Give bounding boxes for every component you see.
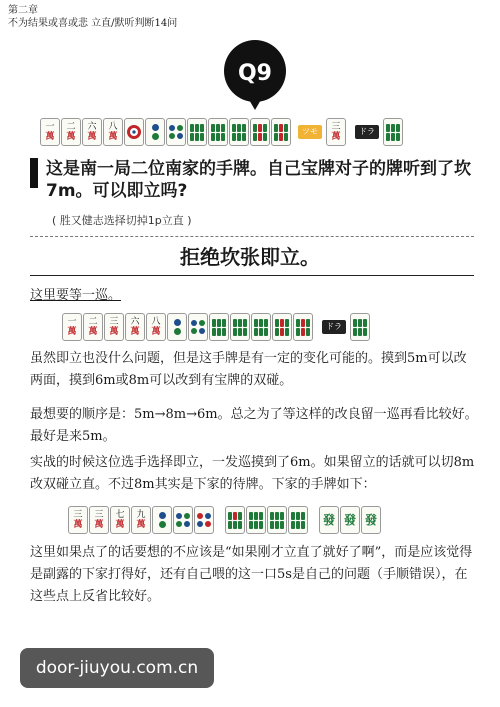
pin-tile [173, 506, 193, 534]
answer-title: 拒绝坎张即立。 [180, 245, 320, 269]
sou-tile [208, 118, 228, 146]
green-dragon-tile: 發 [319, 506, 339, 534]
green-dragon-tile: 發 [340, 506, 360, 534]
watermark: door-jiuyou.com.cn [20, 648, 214, 688]
chapter-label: 第二章 [8, 5, 38, 16]
sou-tile [225, 506, 245, 534]
dora-label: ドラ [355, 125, 379, 139]
pin-tile [194, 506, 214, 534]
man-tile: 三 萬 [68, 506, 88, 534]
man-tile: 六 萬 [125, 313, 145, 341]
sou-tile [272, 313, 292, 341]
divider [30, 236, 474, 237]
sou-tile [267, 506, 287, 534]
man-tile: 一 萬 [62, 313, 82, 341]
hand-top [40, 118, 404, 146]
man-tile: 二 萬 [61, 118, 81, 146]
dora-indicator-tile [350, 313, 370, 341]
dora-indicator-tile [383, 118, 403, 146]
sou-tile [288, 506, 308, 534]
question-badge [218, 38, 292, 112]
man-tile: 三 萬 [104, 313, 124, 341]
man-tile: 一 萬 [40, 118, 60, 146]
sou-tile [209, 313, 229, 341]
man-tile: 九 萬 [131, 506, 151, 534]
green-dragon-tile: 發 [361, 506, 381, 534]
man-tile: 八 萬 [146, 313, 166, 341]
paragraph-4: 这里如果点了的话要想的不应该是“如果刚才立直了就好了啊”，而是应该觉得是副露的下家打得好，还有自己喂的这一口5s是自己的问题（手顺错误），在这些点上反省比较好。 [30, 545, 473, 604]
question-text: 这是南一局二位南家的手牌。自己宝牌对子的牌听到了坎7m。可以即立吗? [46, 159, 471, 201]
man-tile: 七 萬 [110, 506, 130, 534]
paragraph-1: 虽然即立也没什么问题，但是这手牌是有一定的变化可能的。摸到5m可以改两面，摸到6m或8m可以改到有宝牌的双碰。 [30, 351, 467, 388]
man-tile: 八 萬 [103, 118, 123, 146]
pin-tile [167, 313, 187, 341]
sou-tile [246, 506, 266, 534]
dora-label: ドラ [322, 320, 346, 334]
paragraph-3: 实战的时候这位选手选择即立，一发巡摸到了6m。如果留立的话就可以切8m改双碰立直。不过8m其实是下家的待牌。下家的手牌如下： [30, 455, 475, 492]
man-tile: 三 萬 [89, 506, 109, 534]
pin-tile [166, 118, 186, 146]
sou-tile [293, 313, 313, 341]
sou-tile [230, 313, 250, 341]
question-marker [30, 158, 38, 188]
hand-mid [62, 313, 371, 341]
chapter-subtitle: 不为结果或喜或悲 立直/默听判断14问 [8, 18, 178, 29]
pin-tile [188, 313, 208, 341]
section-label: 这里要等一巡。 [30, 288, 122, 303]
man-tile: 二 萬 [83, 313, 103, 341]
question-note: ( 胜又健志选择切掉1p立直 ) [52, 214, 192, 227]
pin-tile [152, 506, 172, 534]
pin-tile [145, 118, 165, 146]
sou-tile [187, 118, 207, 146]
sou-tile [271, 118, 291, 146]
man-tile: 六 萬 [82, 118, 102, 146]
badge-label: Q9 [237, 61, 273, 86]
answer-underline [30, 275, 474, 276]
paragraph-2: 最想要的顺序是：5m→8m→6m。总之为了等这样的改良留一巡再看比较好。最好是来5m。 [30, 407, 478, 444]
page-header [8, 4, 177, 30]
tsumo-label: ツモ [298, 125, 322, 139]
tsumo-tile: 三 萬 [326, 118, 346, 146]
sou-tile [251, 313, 271, 341]
hand-bottom [68, 506, 382, 534]
pin-1-tile [124, 118, 144, 146]
sou-tile [250, 118, 270, 146]
sou-tile [229, 118, 249, 146]
